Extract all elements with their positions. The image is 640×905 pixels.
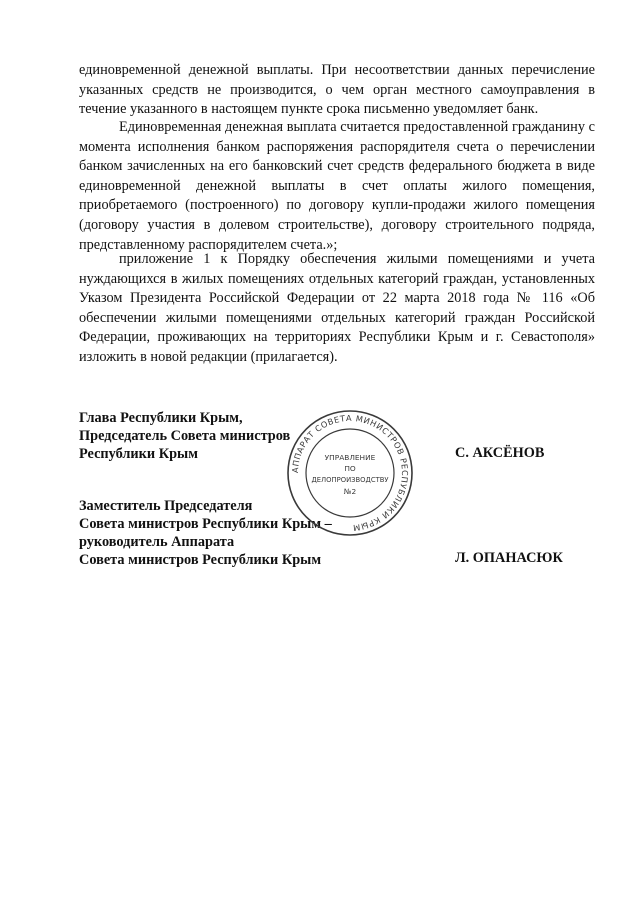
stamp-line1: УПРАВЛЕНИЕ <box>324 453 376 462</box>
signature-block-head-title <box>79 409 290 463</box>
signature-name-deputy: Л. ОПАНАСЮК <box>455 550 563 566</box>
stamp-line3: ДЕЛОПРОИЗВОДСТВУ <box>311 476 389 484</box>
stamp-ring-text: АППАРАТ СОВЕТА МИНИСТРОВ РЕСПУБЛИКИ КРЫМ <box>289 412 411 534</box>
signature-name-head: С. АКСЁНОВ <box>455 445 545 461</box>
signature-title-line: Заместитель Председателя <box>79 498 253 514</box>
signature-title-line: Председатель Совета министров <box>79 428 291 444</box>
paragraph-payment-verification: единовременной денежной выплаты. При несоответствии данных перечисление указанных средств не производится, о чем орган местного самоуправления в течение указанного в настоящем пункте срока письменно уведомляет банк. <box>79 62 595 118</box>
stamp-inner-ring <box>306 429 394 517</box>
paragraph-payment-provision: Единовременная денежная выплата считается предоставленной гражданину с момента исполнения банком распоряжения распорядителя счета о перечислении банком зачисленных на его банковский счет средств федерального бюджета в виде единовременной денежной выплаты в счет оплаты жилого помещения, приобретаемого (построенного) по договору купли-продажи жилого помещения (договору участия в долевом строительстве), договору строительного подряда, представленному распорядителем счета.»; <box>79 119 595 253</box>
paragraph-appendix-amendment: приложение 1 к Порядку обеспечения жилыми помещениями и учета нуждающихся в жилых помещениях отдельных категорий граждан, установленных Указом Президента Российской Федерации от 22 марта 2018 года № 116 «Об обеспечении жилыми помещениями отдельных категорий граждан Российской Федерации, проживающих на территориях Республики Крым и г. Севастополя» изложить в новой редакции (прилагается). <box>79 251 595 365</box>
stamp-line2: ПО <box>344 464 356 473</box>
signature-title-line: Совета министров Республики Крым – <box>79 516 332 532</box>
signature-title-line: Республики Крым <box>79 446 198 462</box>
signature-title-line: Глава Республики Крым, <box>79 410 243 426</box>
stamp-line4: №2 <box>343 487 357 496</box>
signature-title-line: Совета министров Республики Крым <box>79 552 322 568</box>
office-stamp <box>285 408 415 538</box>
signature-title-line: руководитель Аппарата <box>79 534 235 550</box>
